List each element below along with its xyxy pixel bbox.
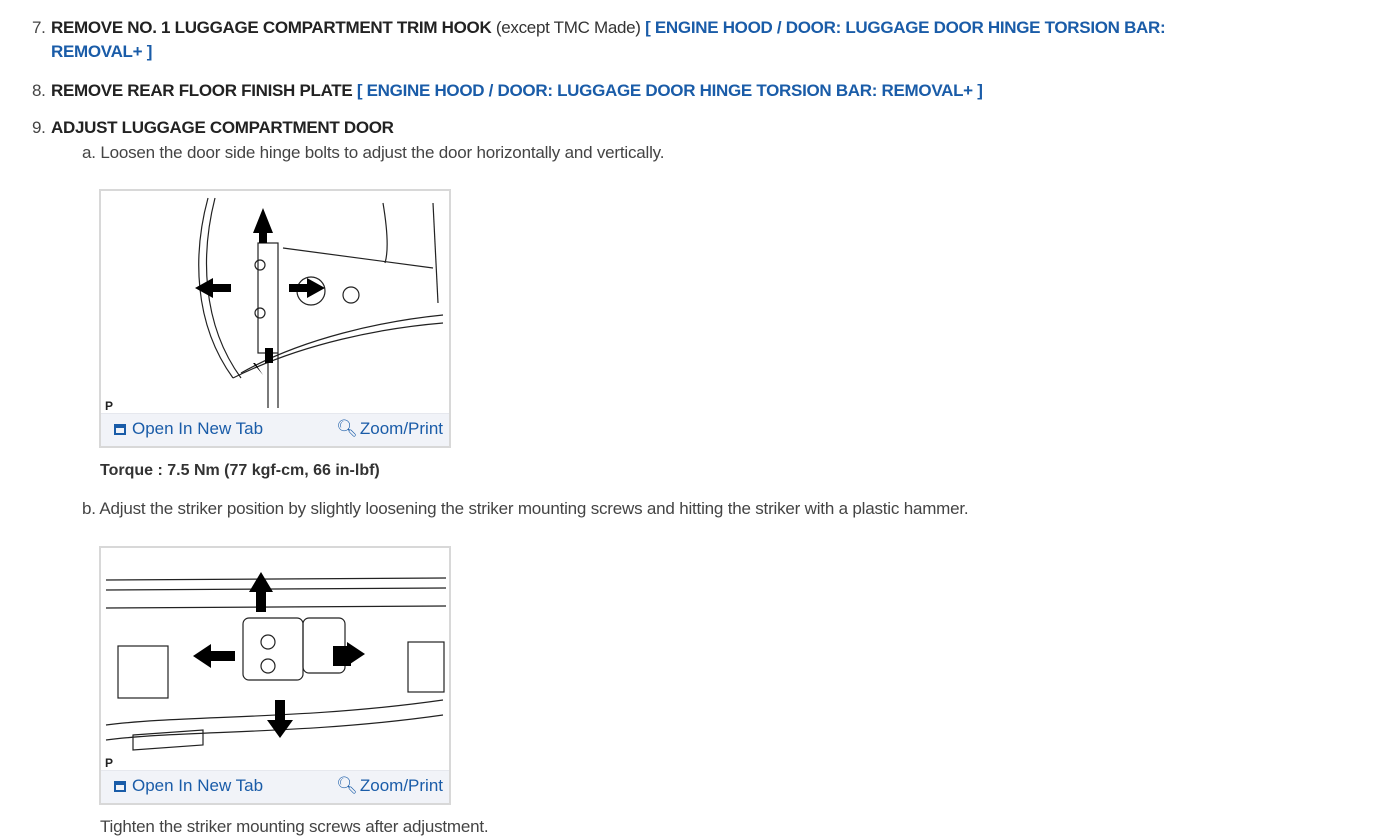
open-new-tab-icon (114, 781, 126, 792)
step-7: 7. REMOVE NO. 1 LUGGAGE COMPARTMENT TRIM HOOK (except TMC Made) [ ENGINE HOOD / DOOR: LUGGAGE DOOR HINGE TORSION BAR: REMOVAL+ ] (32, 18, 1166, 61)
figure-code: P (105, 756, 114, 770)
step-8: 8. REMOVE REAR FLOOR FINISH PLATE [ ENGINE HOOD / DOOR: LUGGAGE DOOR HINGE TORSION BAR: REMOVAL+ ] (32, 81, 983, 100)
figure-striker-adjustment (99, 546, 451, 805)
torsion-bar-removal-link[interactable]: [ ENGINE HOOD / DOOR: LUGGAGE DOOR HINGE TORSION BAR: (645, 18, 1166, 37)
torsion-bar-removal-link[interactable]: [ ENGINE HOOD / DOOR: LUGGAGE DOOR HINGE TORSION BAR: REMOVAL+ ] (356, 81, 983, 100)
step-note: (except TMC Made) (495, 18, 641, 37)
substep-c: Tighten the striker mounting screws after adjustment. (100, 817, 489, 836)
zoom-print-button[interactable]: 🔍︎ Zoom/Print (336, 776, 443, 795)
step-title: REMOVE REAR FLOOR FINISH PLATE (51, 81, 353, 100)
step-title: REMOVE NO. 1 LUGGAGE COMPARTMENT TRIM HOOK (51, 18, 492, 37)
striker-diagram (103, 550, 449, 772)
open-in-new-tab-button[interactable]: Open In New Tab (114, 776, 263, 796)
figure-hinge-adjustment (99, 189, 451, 448)
hinge-diagram (103, 193, 449, 415)
zoom-in-icon: 🔍︎ (336, 776, 358, 795)
zoom-print-button[interactable]: 🔍︎ Zoom/Print (336, 419, 443, 438)
torque-spec: Torque : 7.5 Nm (77 kgf-cm, 66 in-lbf) (100, 462, 380, 479)
figure-toolbar (101, 413, 449, 446)
step-9: 9. ADJUST LUGGAGE COMPARTMENT DOOR (32, 118, 394, 137)
torsion-bar-removal-link-cont[interactable]: REMOVAL+ ] (51, 42, 153, 61)
zoom-in-icon: 🔍︎ (336, 419, 358, 438)
step-title: ADJUST LUGGAGE COMPARTMENT DOOR (51, 118, 394, 137)
figure-toolbar (101, 770, 449, 803)
open-in-new-tab-button[interactable]: Open In New Tab (114, 419, 263, 439)
substep-b: b. Adjust the striker position by slightly loosening the striker mounting screws and hitting the striker with a plastic hammer. (82, 499, 969, 518)
figure-code: P (105, 399, 114, 413)
open-new-tab-icon (114, 424, 126, 435)
substep-a: a. Loosen the door side hinge bolts to adjust the door horizontally and vertically. (82, 143, 665, 162)
